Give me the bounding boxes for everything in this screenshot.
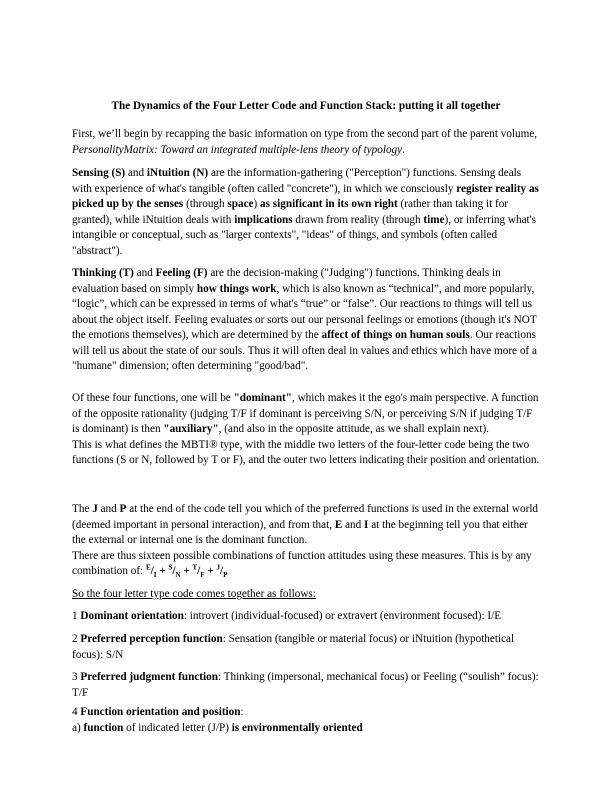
book-title: PersonalityMatrix: Toward an integrated multiple-lens theory of typology <box>72 143 403 156</box>
sensing-intuition-paragraph: Sensing (S) and iNtuition (N) are the information-gathering ("Perception") functions. Sensing deals with experience of what's tangible (often called "concrete"), in which we consciously register reality as picked up by the senses (through space) as significant in its own right (rather than taking it for granted), while iNtuition deals with implications drawn from reality (through time), or inferring what's intangible or conceptual, such as "larger contexts", "ideas" of things, and symbols (often called "abstract"). <box>72 167 539 257</box>
dominant-auxiliary-paragraph: Of these four functions, one will be "dominant", which makes it the ego's main perspective. A function of the opposite rationality (judging T/F if dominant is perceiving S/N, or perceiving S/N if judging T/F is dominant) is then "auxiliary", (and also in the opposite attitude, as we shall explain next). This is what defines the MBTI® type, with the middle two letters of the four-letter code being the two functions (S or N, followed by T or F), and the outer two letters indicating their position and orientation. <box>72 392 540 466</box>
list-item-2: 2 Preferred perception function: Sensation (tangible or material focus) or iNtuition (hypothetical focus): S/N <box>72 633 515 661</box>
thinking-feeling-paragraph: Thinking (T) and Feeling (F) are the decision-making ("Judging") functions. Thinking deals in evaluation based on simply how things work, which is also known as “technical”, and more popularly, “logic”, which can be expressed in terms of what's “true” or “false”. Our reactions to things will tell us about the object itself. Feeling evaluates or sorts out our personal feelings or emotions (though it's NOT the emotions themselves), which are determined by the affect of things on human souls. Our reactions will tell us about the state of our souls. Thus it will often deal in values and ethics which have more of a "humane" dimension; often determining "good/bad". <box>72 267 537 372</box>
summary-heading: So the four letter type code comes together as follows: <box>72 588 316 600</box>
combination-formula: $^E/_I + ^S/_N + ^T/_F + ^J/_P$ <box>145 563 228 580</box>
list-item-3: 3 Preferred judgment function: Thinking (impersonal, mechanical focus) or Feeling (“soulish” focus): T/F <box>72 671 539 699</box>
intro-paragraph: First, we’ll begin by recapping the basic information on type from the second part of the parent volume, PersonalityMatrix: Toward an integrated multiple-lens theory of typology. <box>72 128 538 156</box>
list-item-4: 4 Function orientation and position: a) function of indicated letter (J/P) is environmentally oriented <box>72 706 363 734</box>
page-title: The Dynamics of the Four Letter Code and Function Stack: putting it all together <box>111 100 501 112</box>
list-item-1: 1 Dominant orientation: introvert (individual-focused) or extravert (environment focused): I/E <box>72 610 502 622</box>
jp-ei-paragraph: The J and P at the end of the code tell you which of the preferred functions is used in the external world (deemed important in personal interaction), and from that, E and I at the beginning tell you that either the external or internal one is the dominant function. There are thus sixteen possible combinations of function attitudes using these measures. This is by any combination of: $^E/_I + ^S/_N + ^T/_F + ^J/_P$ <box>72 503 539 580</box>
